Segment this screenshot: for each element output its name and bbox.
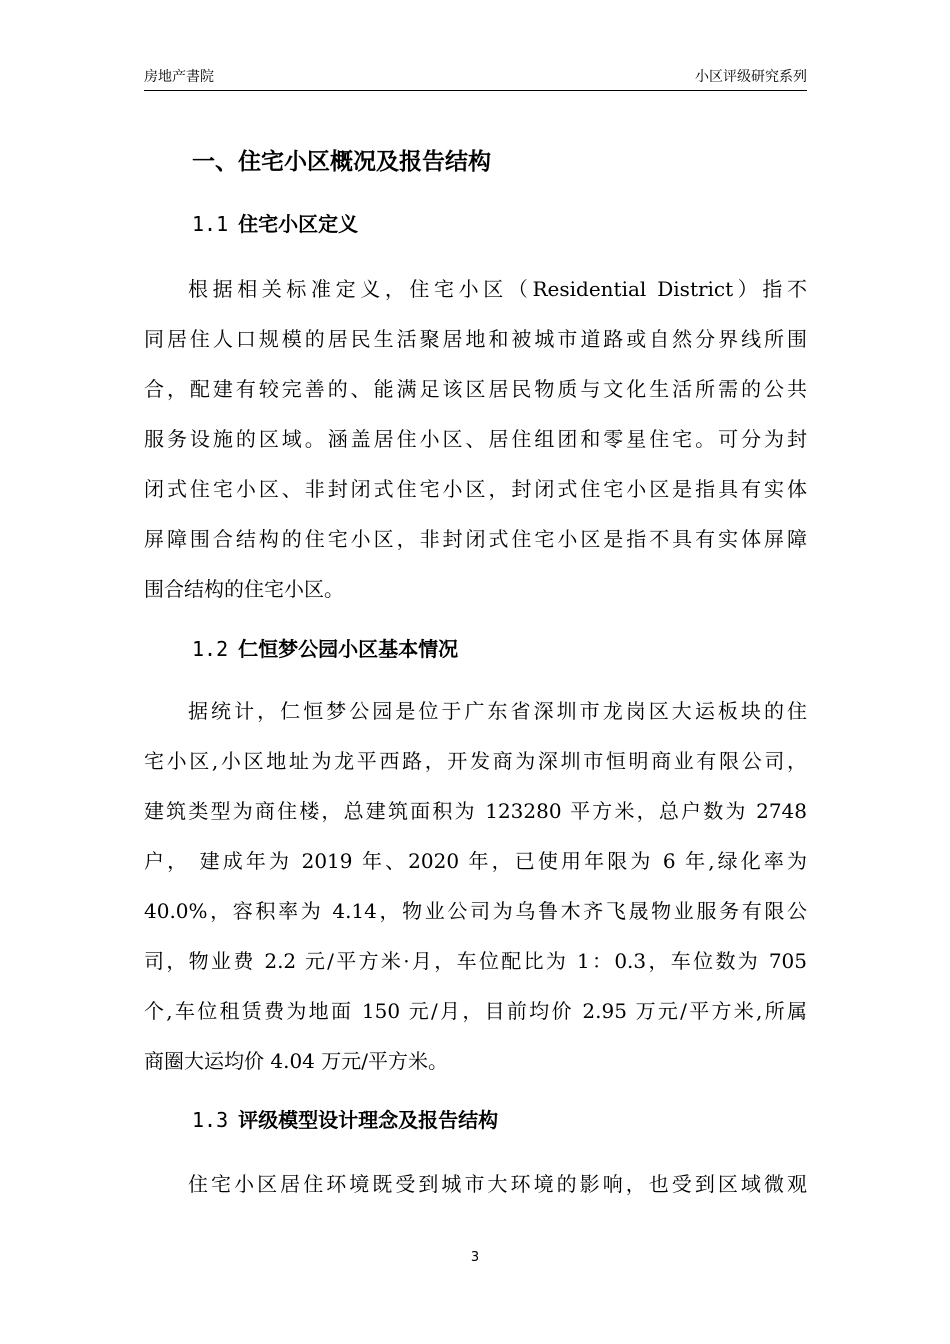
paragraph-line: 据统计，仁恒梦公园是位于广东省深圳市龙岗区大运板块的住 xyxy=(188,699,807,723)
paragraph-line: 建筑类型为商住楼，总建筑面积为 123280 平方米，总户数为 2748 xyxy=(144,799,807,823)
paragraph-line: 商圈大运均价 4.04 万元/平方米。 xyxy=(144,1049,448,1073)
paragraph-line: 同居住人口规模的居民生活聚居地和被城市道路或自然分界线所围 xyxy=(144,327,807,351)
section-heading-1-2 xyxy=(192,633,458,665)
paragraph-line: 屏障围合结构的住宅小区，非封闭式住宅小区是指不具有实体屏障 xyxy=(144,527,807,551)
paragraph-line: 住宅小区居住环境既受到城市大环境的影响，也受到区域微观 xyxy=(188,1172,807,1196)
chapter-heading: 一、住宅小区概况及报告结构 xyxy=(192,149,491,175)
paragraph-line: 40.0%，容积率为 4.14，物业公司为乌鲁木齐飞晟物业服务有限公 xyxy=(144,899,807,923)
paragraph-line: 闭式住宅小区、非封闭式住宅小区，封闭式住宅小区是指具有实体 xyxy=(144,477,807,501)
section-heading-1-1 xyxy=(192,208,358,240)
section-title: 住宅小区定义 xyxy=(238,212,359,236)
paragraph-line: 服务设施的区域。涵盖居住小区、居住组团和零星住宅。可分为封 xyxy=(144,427,807,451)
header-series-title: 小区评级研究系列 xyxy=(695,69,807,85)
paragraph-line: 根据相关标准定义，住宅小区（Residential District）指不 xyxy=(188,277,807,301)
section-heading-1-3 xyxy=(192,1104,498,1136)
paragraph-line: 司，物业费 2.2 元/平方米·月，车位配比为 1：0.3，车位数为 705 xyxy=(144,949,807,973)
paragraph-line: 户， 建成年为 2019 年、2020 年，已使用年限为 6 年,绿化率为 xyxy=(144,849,807,873)
section-number: 1.2 xyxy=(192,637,229,661)
paragraph-line: 合，配建有较完善的、能满足该区居民物质与文化生活所需的公共 xyxy=(144,377,807,401)
section-title: 评级模型设计理念及报告结构 xyxy=(238,1108,499,1132)
paragraph-line: 个,车位租赁费为地面 150 元/月，目前均价 2.95 万元/平方米,所属 xyxy=(144,999,807,1023)
header-publisher: 房地产書院 xyxy=(144,69,214,85)
section-number: 1.1 xyxy=(192,212,229,236)
page-number: 3 xyxy=(470,1250,480,1265)
paragraph-basic-info xyxy=(144,686,807,1086)
paragraph-line: 围合结构的住宅小区。 xyxy=(144,577,344,601)
section-title: 仁恒梦公园小区基本情况 xyxy=(238,637,459,661)
paragraph-definition xyxy=(144,264,807,614)
paragraph-line: 宅小区,小区地址为龙平西路，开发商为深圳市恒明商业有限公司， xyxy=(144,749,807,773)
page-header xyxy=(144,0,807,91)
section-number: 1.3 xyxy=(192,1108,229,1132)
paragraph-model-design xyxy=(144,1159,807,1209)
